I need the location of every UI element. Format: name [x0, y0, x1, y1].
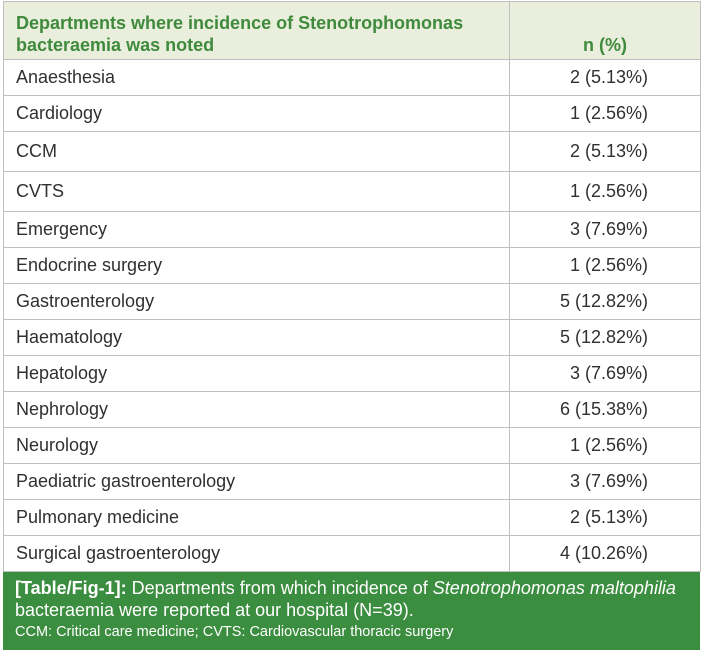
count-cell: 3 (7.69%) [510, 212, 701, 248]
table-row [4, 132, 701, 172]
department-cell: Endocrine surgery [4, 248, 510, 284]
caption-label: [Table/Fig-1]: [15, 578, 127, 598]
table-row [4, 428, 701, 464]
department-cell: CVTS [4, 172, 510, 212]
count-cell: 3 (7.69%) [510, 464, 701, 500]
department-cell: CCM [4, 132, 510, 172]
count-cell: 5 (12.82%) [510, 320, 701, 356]
count-cell: 3 (7.69%) [510, 356, 701, 392]
department-cell: Surgical gastroenterology [4, 536, 510, 572]
department-cell: Cardiology [4, 96, 510, 132]
caption-text-after: bacteraemia were reported at our hospital (N=39). [15, 600, 414, 620]
department-cell: Neurology [4, 428, 510, 464]
header-department: Departments where incidence of Stenotrophomonas bacteraemia was noted [4, 2, 510, 60]
table-row [4, 392, 701, 428]
department-cell: Hepatology [4, 356, 510, 392]
count-cell: 2 (5.13%) [510, 132, 701, 172]
table-header-row [4, 2, 701, 60]
count-cell: 6 (15.38%) [510, 392, 701, 428]
caption-text-before: Departments from which incidence of [126, 578, 433, 598]
table-figure [3, 1, 700, 650]
count-cell: 1 (2.56%) [510, 428, 701, 464]
department-cell: Anaesthesia [4, 60, 510, 96]
table-row [4, 500, 701, 536]
table-row [4, 212, 701, 248]
count-cell: 1 (2.56%) [510, 96, 701, 132]
caption-organism: Stenotrophomonas maltophilia [432, 578, 676, 598]
table-row [4, 284, 701, 320]
table-row [4, 60, 701, 96]
count-cell: 2 (5.13%) [510, 60, 701, 96]
department-cell: Haematology [4, 320, 510, 356]
department-cell: Paediatric gastroenterology [4, 464, 510, 500]
caption-abbreviation-note: CCM: Critical care medicine; CVTS: Cardiovascular thoracic surgery [15, 624, 454, 640]
table-row [4, 356, 701, 392]
count-cell: 5 (12.82%) [510, 284, 701, 320]
department-cell: Emergency [4, 212, 510, 248]
count-cell: 1 (2.56%) [510, 248, 701, 284]
department-cell: Gastroenterology [4, 284, 510, 320]
table-body [4, 60, 701, 572]
count-cell: 4 (10.26%) [510, 536, 701, 572]
figure-caption [3, 572, 700, 650]
header-count: n (%) [510, 2, 701, 60]
table-row [4, 248, 701, 284]
department-cell: Pulmonary medicine [4, 500, 510, 536]
table-row [4, 320, 701, 356]
department-incidence-table [3, 1, 701, 572]
caption-text [15, 577, 688, 621]
department-cell: Nephrology [4, 392, 510, 428]
count-cell: 1 (2.56%) [510, 172, 701, 212]
table-row [4, 536, 701, 572]
table-row [4, 464, 701, 500]
table-row [4, 96, 701, 132]
count-cell: 2 (5.13%) [510, 500, 701, 536]
table-row [4, 172, 701, 212]
